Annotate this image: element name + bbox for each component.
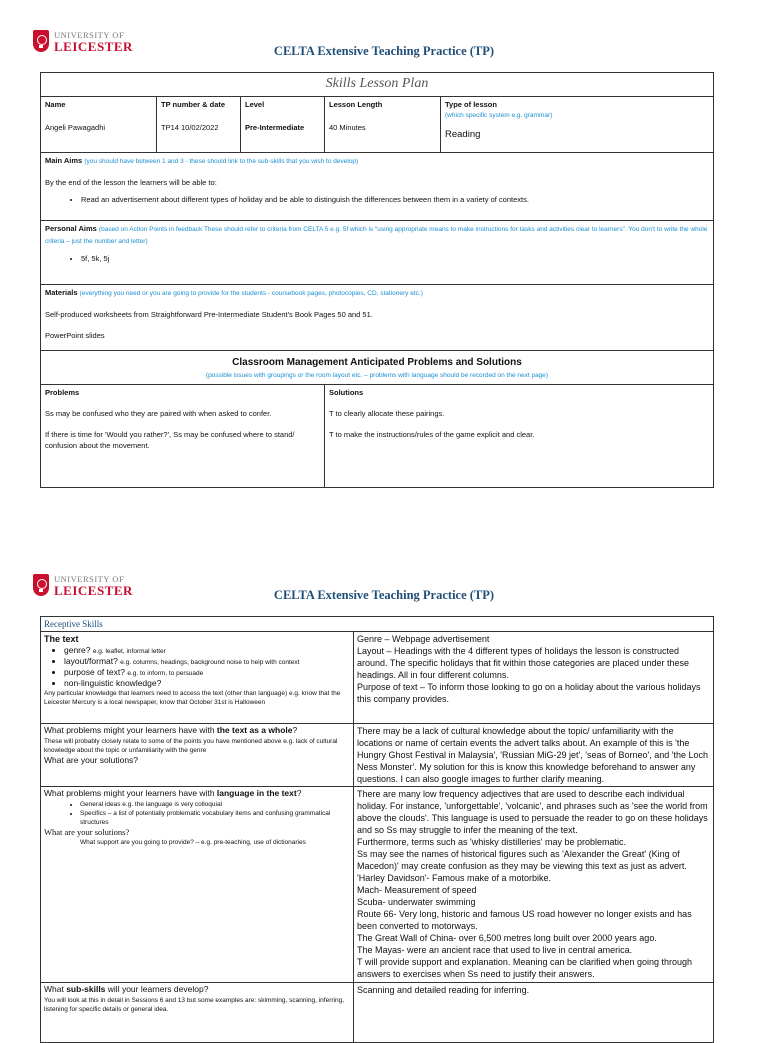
main-aim-item: • Read an advertisement about different types of holiday and be able to distinguish the differences between them in a variety of contexts. [81, 194, 709, 205]
language-question: What problems might your learners have with language in the text? • General ideas e.g. the language is very colloquial • Specifics – a list of potentially problematic vocabulary items and confusing grammatical structures What are your solutions? What support are you going to provide? – e.g. pre-teaching, use of dictionaries [41, 787, 354, 983]
level-cell: Level Pre-Intermediate [241, 97, 325, 153]
logo-university-of: UNIVERSITY OF [54, 574, 125, 584]
lesson-length-cell: Lesson Length 40 Minutes [325, 97, 441, 153]
page-2 [0, 560, 768, 1024]
name-cell: Name Angeli Pawagadhi [41, 97, 157, 153]
logo-leicester: LEICESTER [54, 583, 133, 598]
receptive-skills-title: Receptive Skills [41, 617, 714, 632]
logo-university-of: UNIVERSITY OF [54, 30, 125, 40]
text-item-genre: • genre? e.g. leaflet, informal letter [64, 645, 350, 656]
the-text-answer: Genre – Webpage advertisement Layout – Headings with the 4 different types of holidays the lesson is constructed around. The specific holidays that fit within those categories are placed under these headings. All in four different columns. Purpose of text – To inform those looking to go on a holiday about the various holidays this company provides. [354, 632, 714, 724]
sub-skills-answer: Scanning and detailed reading for inferring. [354, 983, 714, 1043]
sub-skills-question: What sub-skills will your learners develop? You will look at this in detail in Sessions 6 and 13 but some examples are: skimming, scanning, inferring, listening for specific details or general idea. [41, 983, 354, 1043]
text-item-purpose: • purpose of text? e.g. to inform, to persuade [64, 667, 350, 678]
solutions-cell: Solutions T to clearly allocate these pairings. T to make the instructions/rules of the game explicit and clear. [325, 385, 714, 488]
problems-cell: Problems Ss may be confused who they are paired with when asked to confer. If there is time for 'Would you rather?', Ss may be confused where to stand/ confusion about the movement. [41, 385, 325, 488]
text-item-knowledge: • non-linguistic knowledge? [64, 678, 350, 689]
type-of-lesson-cell: Type of lesson (which specific system e.g. grammar) Reading [441, 97, 714, 153]
knowledge-note: Any particular knowledge that learners need to access the text (other than language) e.g. know that the Leicester Mercury is a local newspaper, know that October 31st is Halloween [44, 690, 341, 706]
document-title: CELTA Extensive Teaching Practice (TP) [273, 44, 495, 58]
text-item-layout: • layout/format? e.g. columns, headings, background noise to help with context [64, 656, 350, 667]
text-whole-answer: There may be a lack of cultural knowledge about the topic/ unfamiliarity with the locations or name of certain events the advert talks about. An example of this is 'the Hungry Ghost Festival in Malaysia', 'Russian MiG-29 jet', 'seas of Borneo', and 'the Loch Ness Monster'. My solution for this is know this knowledge beforehand to answer any questions. I can also google images to further clarify meaning. [354, 724, 714, 787]
main-aims-cell: Main Aims (you should have between 1 and 3 - these should link to the sub-skills that you wish to develop) By the end of the lesson the learners will be able to: • Read an advertisement about different types of holiday and be able to distinguish the differences between them in a variety of contexts. [41, 153, 714, 221]
tp-number-cell: TP number & date TP14 10/02/2022 [157, 97, 241, 153]
personal-aim-item: • 5f, 5k, 5j [81, 253, 709, 264]
page-1 [0, 0, 768, 520]
text-whole-question: What problems might your learners have with the text as a whole? These will probably closely relate to some of the points you have mentioned above e.g. lack of cultural knowledge about the topic or unfamiliarity with the genre What are your solutions? [41, 724, 354, 787]
the-text-cell: The text • genre? e.g. leaflet, informal letter • layout/format? e.g. columns, headings, background noise to help with context • purpose of text? e.g. to inform, to persuade • non-linguistic knowledge? Any particular knowledge that learners need to access the text (other than language) e.g. know that the Leicester Mercury is a local newspaper, know that October 31st is Halloween [41, 632, 354, 724]
classroom-management-heading: Classroom Management Anticipated Problems and Solutions (possible issues with groupings or the room layout etc. – problems with language should be recorded on the next page) [41, 351, 714, 385]
language-answer: There are many low frequency adjectives that are used to describe each individual holiday. For instance, 'unforgettable', 'volcanic', and phrases such as 'see the world from above the clouds'. This language is used to persuade the reader to go on these holidays and so Ss may struggle to infer the meaning of the text. Furthermore, terms such as 'whisky distilleries' may be problematic. Ss may see the names of historical figures such as 'Alexander the Great' (King of Macedon)' may create confusion as they may be viewing this text as just as advert. 'Harley Davidson'- Famous make of a motorbike. Mach- Measurement of speed Scuba- underwater swimming Route 66- Very long, historic and famous US road however no longer exists and has been converted to motorways. The Great Wall of China- over 6,500 metres long built over 2000 years ago. The Mayas- were an ancient race that used to live in central america. T will provide support and explanation. Meaning can be clarified when going through answers to exercises when Ss need to justify their answers. [354, 787, 714, 983]
personal-aims-cell: Personal Aims (based on Action Points in feedback These should refer to criteria from CELTA 5 e.g. 5f which is "using appropriate means to make instructions for tasks and activities clear to learners". You don't to write the whole criteria – just the number and letter) • 5f, 5k, 5j [41, 221, 714, 285]
receptive-skills-table [40, 616, 714, 1043]
plan-title: Skills Lesson Plan [41, 73, 714, 97]
lesson-plan-table [40, 72, 714, 488]
materials-cell: Materials (everything you need or you are going to provide for the students - coursebook pages, photocopies, CD, stationery etc.) Self-produced worksheets from Straightforward Pre-Intermediate Student's Book Pages 50 and 51. PowerPoint slides [41, 285, 714, 351]
logo-leicester: LEICESTER [54, 39, 133, 54]
document-title-2: CELTA Extensive Teaching Practice (TP) [273, 588, 495, 602]
